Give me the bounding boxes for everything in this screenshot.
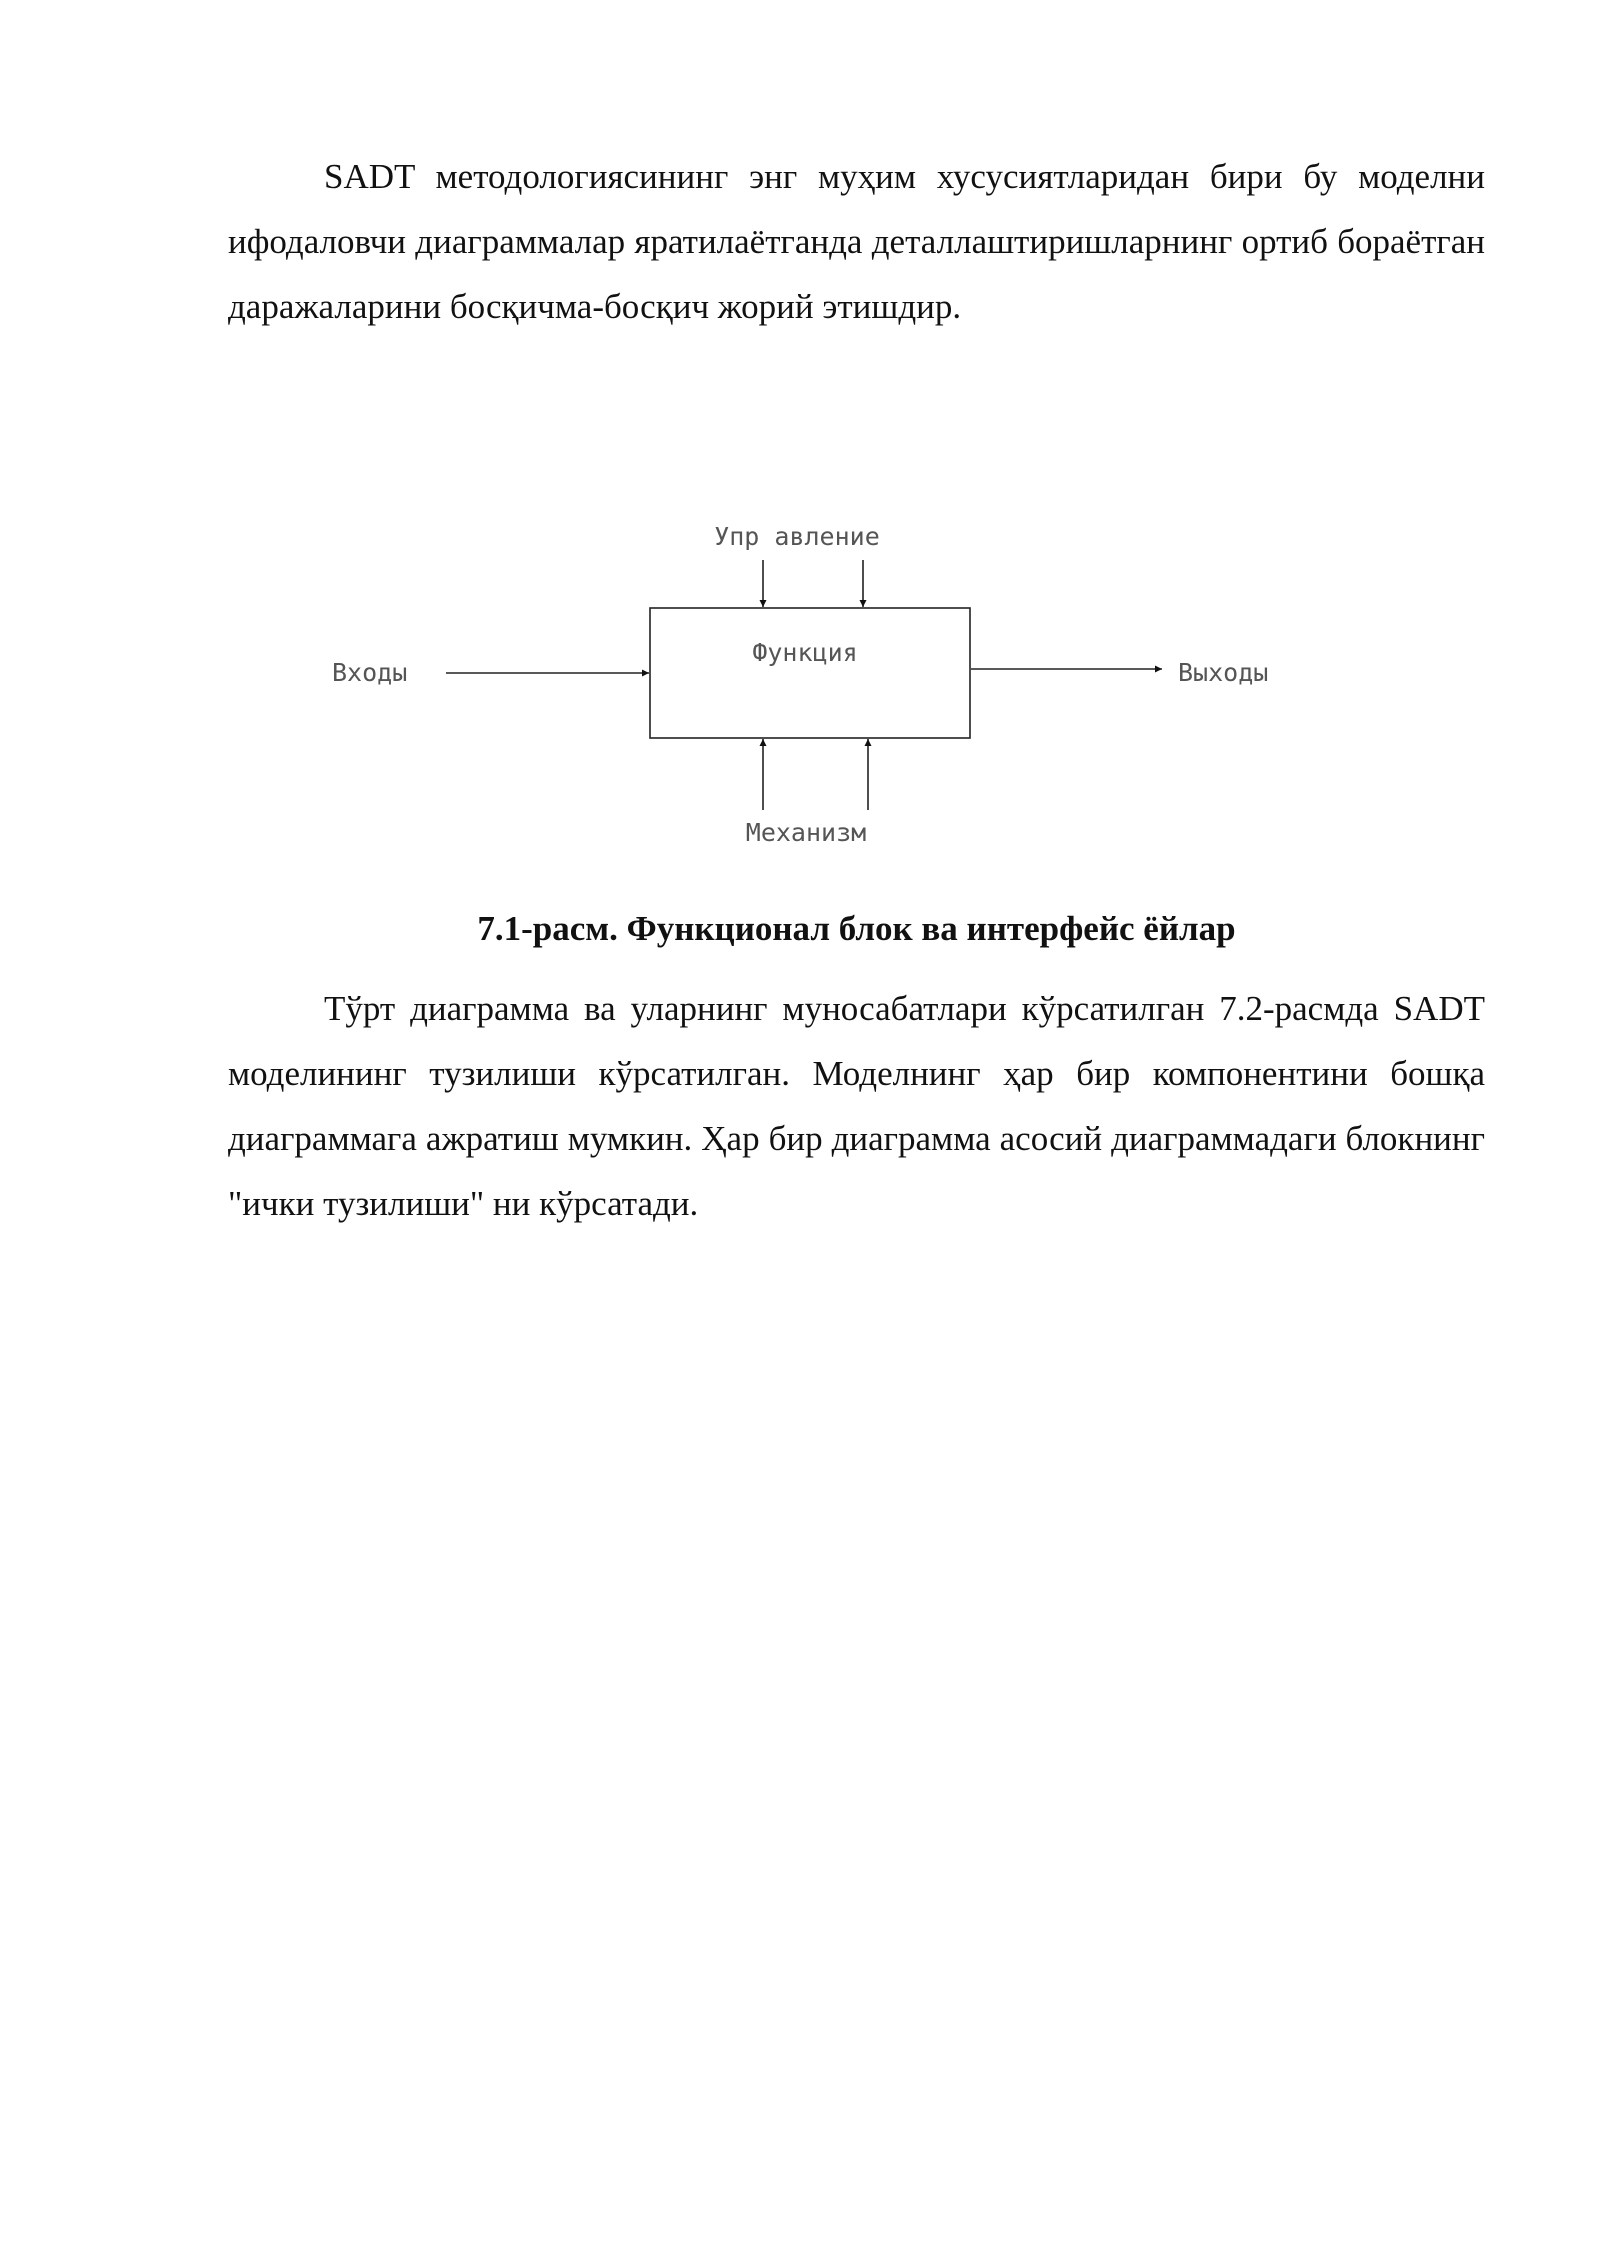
outputs-label: Выходы (1178, 658, 1269, 687)
function-label: Функция (752, 638, 858, 667)
sadt-function-block-diagram (300, 505, 1300, 860)
mechanism-label: Механизм (745, 818, 867, 847)
function-box (650, 608, 970, 738)
after-figure-paragraph: Тўрт диаграмма ва уларнинг муносабатлари кўрсатилган 7.2-расмда SADT моделининг тузилиши кўрсатилган. Моделнинг ҳар бир компонентини бошқа диаграммага ажратиш мумкин. Ҳар бир диаграмма асосий диаграммадаги блокнинг "ички тузилиши" ни кўрсатади. (228, 989, 1485, 1223)
inputs-label: Входы (332, 658, 408, 687)
control-label: Упр авление (714, 522, 880, 551)
diagram-canvas (300, 505, 1300, 860)
intro-paragraph: SADT методологиясининг энг муҳим хусусиятларидан бири бу моделни ифодаловчи диаграммалар яратилаётганда деталлаштиришларнинг ортиб бораётган даражаларини босқичма-босқич жорий этишдир. (228, 157, 1485, 326)
figure-caption: 7.1-расм. Функционал блок ва интерфейс ёйлар (477, 909, 1236, 948)
